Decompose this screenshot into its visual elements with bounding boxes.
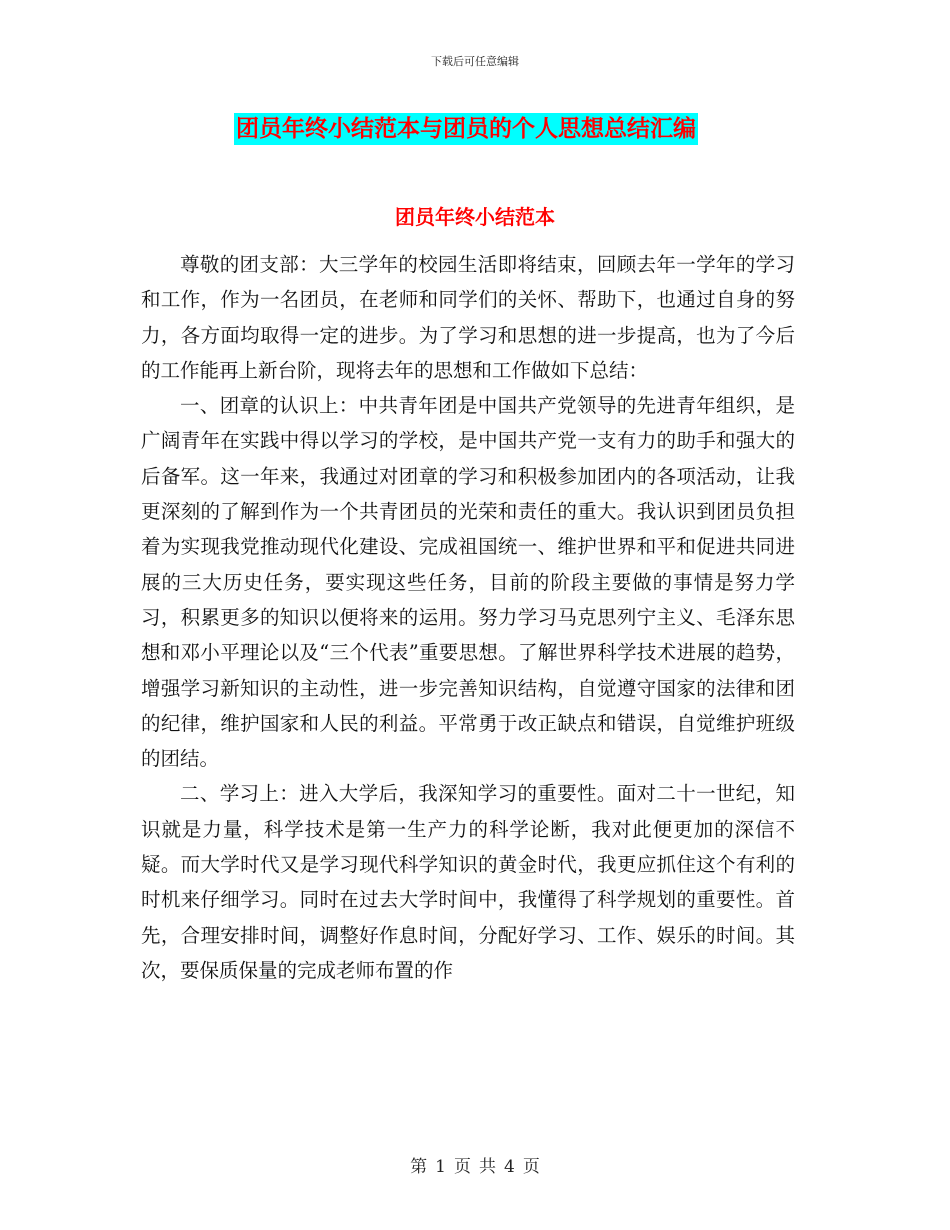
- current-page-number: 1: [435, 1157, 446, 1177]
- paragraph-study: 二、学习上：进入大学后，我深知学习的重要性。面对二十一世纪，知识就是力量，科学技术是第一生产力的科学论断，我对此便更加的深信不疑。而大学时代又是学习现代科学知识的黄金时代，我更应抓住这个有利的时机来仔细学习。同时在过去大学时间中，我懂得了科学规划的重要性。首先，合理安排时间，调整好作息时间，分配好学习、工作、娱乐的时间。其次，要保质保量的完成老师布置的作: [141, 782, 795, 982]
- footer-page-label: 页: [454, 1157, 471, 1177]
- document-body: [141, 247, 795, 988]
- footer-total-label: 共: [479, 1157, 496, 1177]
- footer-suffix: 页: [522, 1157, 540, 1177]
- paragraph-league-charter: 一、团章的认识上：中共青年团是中国共产党领导的先进青年组织，是广阔青年在实践中得以学习的学校，是中国共产党一支有力的助手和强大的后备军。这一年来，我通过对团章的学习和积极参加团内的各项活动，让我更深刻的了解到作为一个共青团员的光荣和责任的重大。我认识到团员负担着为实现我党推动现代化建设、完成祖国统一、维护世界和平和促进共同进展的三大历史任务，要实现这些任务，目前的阶段主要做的事情是努力学习，积累更多的知识以便将来的运用。努力学习马克思列宁主义、毛泽东思想和邓小平理论以及“三个代表”重要思想。了解世界科学技术进展的趋势，增强学习新知识的主动性，进一步完善知识结构，自觉遵守国家的法律和团的纪律，维护国家和人民的利益。平常勇于改正缺点和错误，自觉维护班级的团结。: [141, 394, 795, 771]
- page-footer: [0, 1152, 950, 1177]
- section-title: 团员年终小结范本: [395, 205, 555, 229]
- paragraph-intro: 尊敬的团支部：大三学年的校园生活即将结束，回顾去年一学年的学习和工作，作为一名团员，在老师和同学们的关怀、帮助下，也通过自身的努力，各方面均取得一定的进步。为了学习和思想的进一步提高，也为了今后的工作能再上新台阶，现将去年的思想和工作做如下总结：: [141, 253, 795, 382]
- total-pages-number: 4: [504, 1157, 515, 1177]
- footer-prefix: 第: [410, 1157, 428, 1177]
- document-title: 团员年终小结范本与团员的个人思想总结汇编: [234, 113, 698, 145]
- header-note: 下载后可任意编辑: [431, 55, 519, 68]
